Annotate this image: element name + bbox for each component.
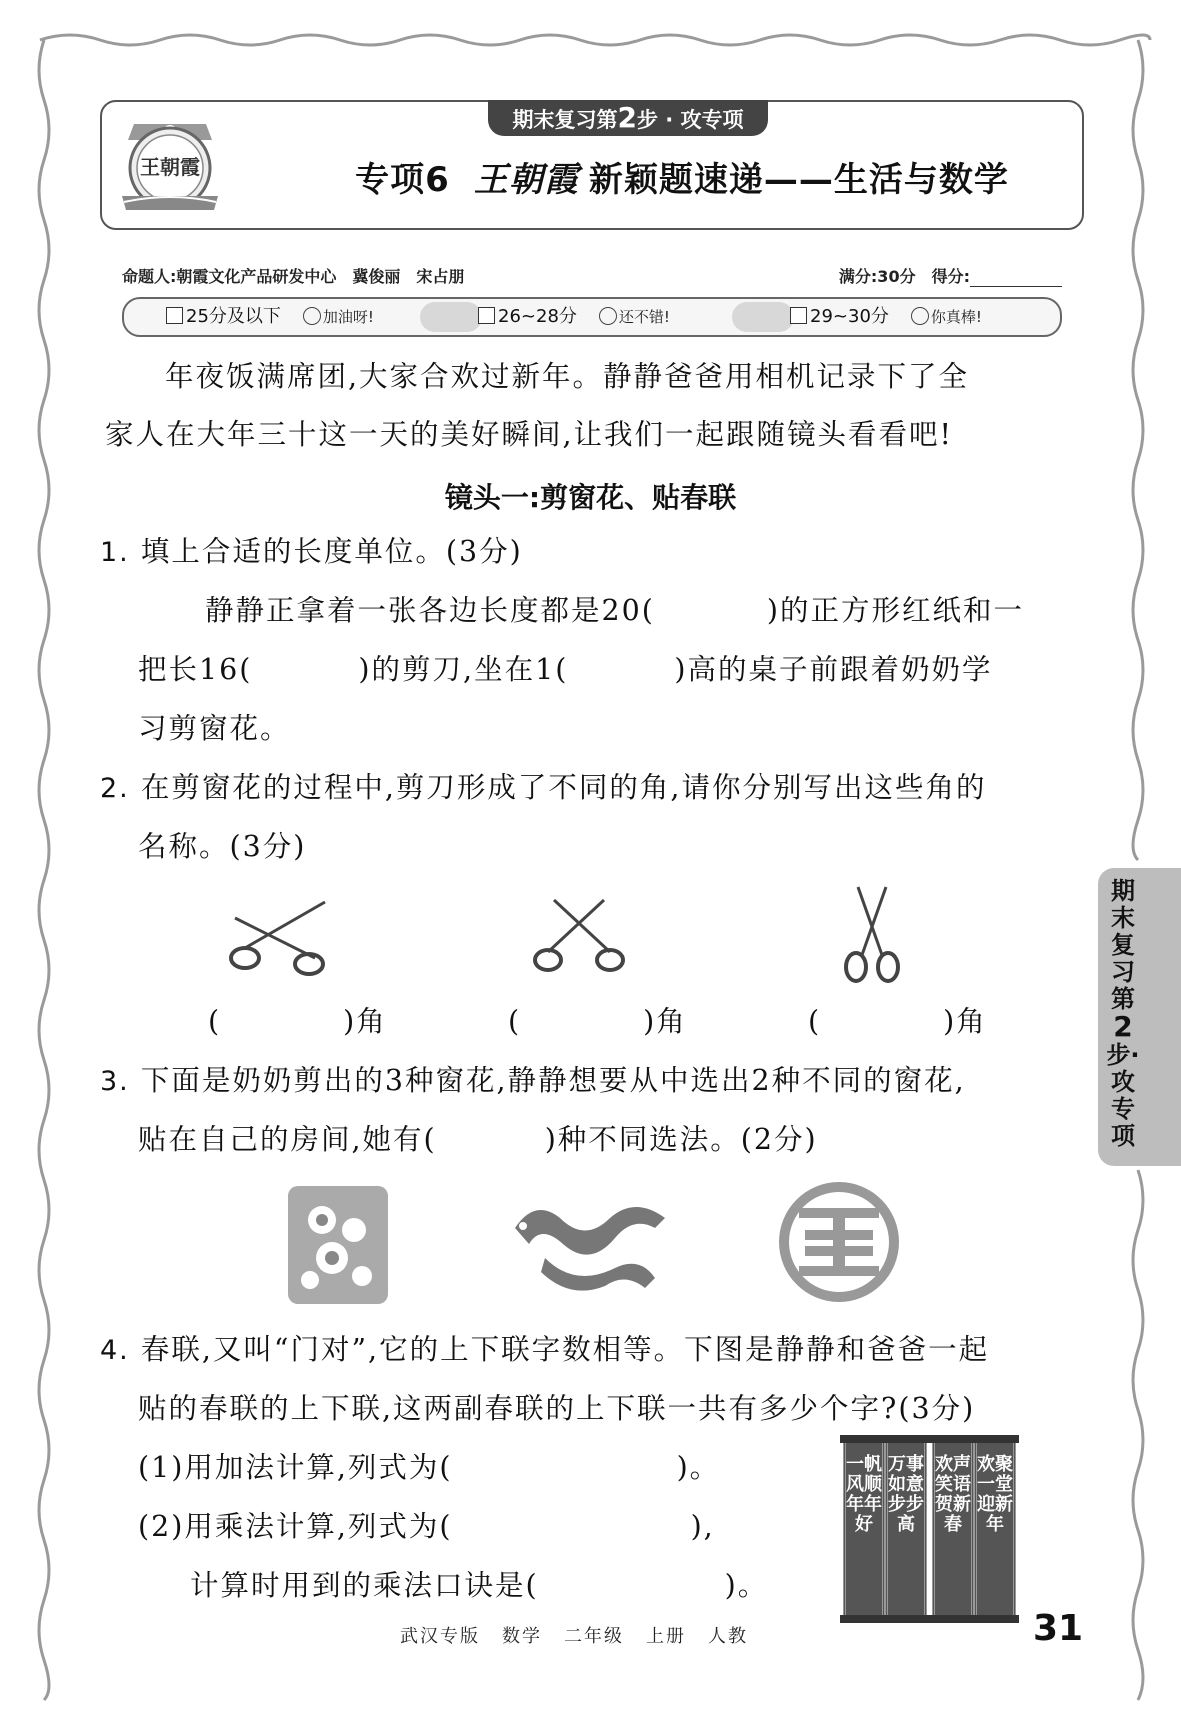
checkbox[interactable] (478, 307, 495, 324)
grade-cheer: 你真棒! (930, 308, 982, 326)
couplet-scroll (974, 1440, 1016, 1618)
side-tab-pre: 期末复习第 (1111, 877, 1135, 1013)
couplet-scroll (843, 1440, 885, 1618)
couplet-text: 欢声笑语贺新春 (935, 1454, 971, 1535)
q1-text-c: 把长16( (138, 653, 253, 686)
q1-line-3: 习剪窗花。 (138, 712, 291, 745)
q3-line-1 (100, 1061, 966, 1102)
info-line (122, 264, 1062, 287)
banner-step (488, 100, 768, 136)
smiley-icon (303, 307, 321, 325)
full-score: 满分:30分 (838, 267, 916, 286)
couplet-scroll (932, 1440, 974, 1618)
grade-bar (122, 297, 1062, 337)
couplet-scroll (885, 1440, 927, 1618)
brand-logo-icon (114, 110, 226, 220)
q1-text-d: )的剪刀,坐在1( (358, 653, 569, 686)
q3-text: 下面是奶奶剪出的3种窗花,静静想要从中选出2种不同的窗花, (140, 1064, 966, 1097)
scissors-acute-icon (225, 898, 330, 978)
intro-line-2: 家人在大年三十这一天的美好瞬间,让我们一起跟随镜头看看吧! (105, 418, 954, 451)
q1-stem (100, 532, 523, 573)
title-brand: 王朝霞 (473, 160, 579, 200)
grade-range: 26~28分 (498, 306, 577, 327)
q4-part-1 (138, 1448, 720, 1488)
header-box (100, 100, 1084, 230)
q4-part-3 (190, 1566, 768, 1606)
q3-line-2 (138, 1120, 818, 1160)
grade-option[interactable] (126, 299, 426, 335)
footer-item: 二年级 (564, 1626, 624, 1647)
q4-text: 春联,又叫“门对”,它的上下联字数相等。下图是静静和爸爸一起 (140, 1333, 990, 1366)
logo-text: 王朝霞 (140, 155, 200, 179)
q4-line-2: 贴的春联的上下联,这两副春联的上下联一共有多少个字?(3分) (138, 1392, 976, 1425)
side-tab-post: 步·攻专项 (1106, 1041, 1140, 1150)
dragon-papercut-icon (505, 1188, 673, 1303)
section-title: 镜头一:剪窗花、贴春联 (444, 481, 737, 514)
q4-part-2-text: (2)用乘法计算,列式为( (138, 1510, 453, 1543)
q3-number: 3. (100, 1066, 130, 1097)
q4-part-2-end: ), (690, 1510, 715, 1543)
q4-part-2 (138, 1507, 715, 1547)
footer-item: 人教 (708, 1626, 748, 1647)
q2-number: 2. (100, 773, 130, 804)
grade-range: 25分及以下 (186, 306, 281, 327)
title-left: 专项6 (355, 160, 450, 200)
q1-text-b: )的正方形红纸和一 (766, 594, 1025, 627)
q4-part-1-end: )。 (676, 1451, 721, 1484)
smiley-icon (911, 307, 929, 325)
intro-line-1: 年夜饭满席团,大家合欢过新年。静静爸爸用相机记录下了全 (165, 360, 970, 393)
q4-part-3-text: 计算时用到的乘法口诀是( (190, 1569, 539, 1602)
q2-line-2: 名称。(3分) (138, 830, 307, 863)
footer-item: 上册 (646, 1626, 686, 1647)
checkbox[interactable] (790, 307, 807, 324)
scissors-acute-small-icon (832, 885, 912, 985)
page-title (292, 152, 1072, 201)
couplet-text: 万事如意步步高 (888, 1454, 924, 1535)
grade-cheer: 还不错! (618, 308, 670, 326)
page-number: 31 (1033, 1608, 1084, 1649)
q4-number: 4. (100, 1335, 130, 1366)
q1-text-e: )高的桌子前跟着奶奶学 (674, 653, 993, 686)
title-right: 新颖题速递——生活与数学 (588, 160, 1009, 200)
banner-suffix: 步 · 攻专项 (636, 108, 744, 132)
q2-answer-1[interactable]: ( )角 (208, 1005, 387, 1038)
q4-line-1 (100, 1330, 989, 1371)
q3-text-b: )种不同选法。(2分) (544, 1123, 818, 1156)
q2-answer-2[interactable]: ( )角 (508, 1005, 687, 1038)
grade-cheer: 加油呀! (322, 308, 374, 326)
couplet-text: 一帆风顺年年好 (846, 1454, 882, 1535)
q2-answer-3[interactable]: ( )角 (808, 1005, 987, 1038)
banner-step-number: 2 (617, 101, 637, 134)
footer-item: 数学 (502, 1626, 542, 1647)
q2-line-1 (100, 768, 986, 809)
scissors-right-angle-icon (528, 896, 633, 976)
q3-text-a: 贴在自己的房间,她有( (138, 1123, 437, 1156)
q1-line-2 (138, 650, 992, 690)
side-tab-text (1105, 878, 1141, 1150)
flower-papercut-icon (282, 1180, 394, 1310)
couplet-text: 欢聚一堂迎新年 (977, 1454, 1013, 1535)
q4-part-1-text: (1)用加法计算,列式为( (138, 1451, 453, 1484)
score-blank[interactable] (970, 272, 1062, 287)
q1-text-a: 静静正拿着一张各边长度都是20( (205, 594, 655, 627)
q2-text: 在剪窗花的过程中,剪刀形成了不同的角,请你分别写出这些角的 (140, 771, 987, 804)
q1-line-1 (205, 591, 1024, 631)
grade-option[interactable] (438, 299, 738, 335)
q4-part-3-end: )。 (724, 1569, 769, 1602)
authors: 命题人:朝霞文化产品研发中心 冀俊丽 宋占朋 (122, 267, 465, 286)
longevity-papercut-icon (775, 1178, 903, 1306)
grade-range: 29~30分 (810, 306, 889, 327)
score-label: 得分: (931, 267, 970, 286)
checkbox[interactable] (166, 307, 183, 324)
footer (400, 1622, 770, 1648)
grade-option[interactable] (750, 299, 1050, 335)
banner-prefix: 期末复习第 (512, 108, 618, 132)
side-tab-step: 2 (1113, 1010, 1133, 1043)
q1-number: 1. (100, 537, 130, 568)
smiley-icon (599, 307, 617, 325)
q1-text: 填上合适的长度单位。(3分) (140, 535, 523, 568)
footer-item: 武汉专版 (400, 1626, 480, 1647)
score-area (839, 264, 1062, 287)
